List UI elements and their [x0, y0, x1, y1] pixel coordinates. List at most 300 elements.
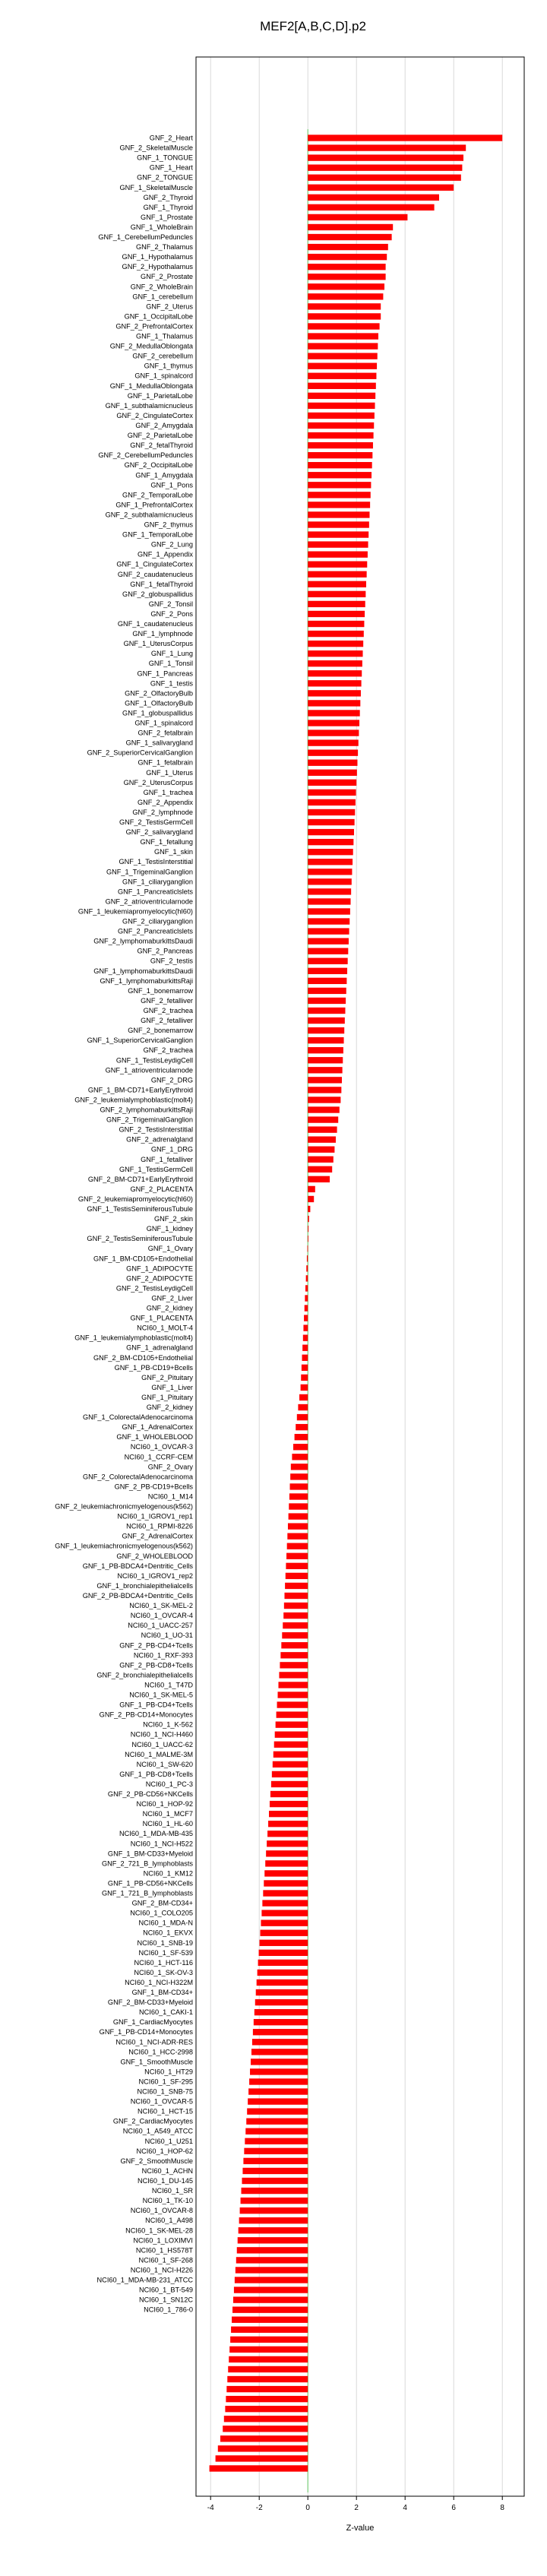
category-label: GNF_2_PB-CD4+Tcells: [119, 1641, 193, 1650]
bar: [308, 750, 358, 756]
bar: [308, 244, 388, 250]
bar: [308, 531, 368, 537]
category-label: GNF_1_Uterus: [146, 768, 193, 777]
bar: [303, 1335, 308, 1341]
category-label: NCI60_1_U251: [144, 2137, 193, 2145]
category-label: NCI60_1_SK-MEL-28: [125, 2226, 193, 2235]
category-label: GNF_2_BM-CD33+Myeloid: [107, 1998, 193, 2007]
bar: [284, 1593, 308, 1599]
bar: [308, 432, 373, 438]
category-label: GNF_1_Thyroid: [143, 203, 193, 211]
bar: [308, 1216, 309, 1222]
bar: [286, 1553, 308, 1559]
bar: [286, 1573, 308, 1579]
category-label: GNF_2_SmoothMuscle: [120, 2157, 193, 2165]
bar: [308, 680, 361, 686]
category-label: GNF_1_cerebellum: [132, 293, 193, 301]
category-label: GNF_1_leukemiachronicmyelogenous(k562): [55, 1542, 193, 1550]
bar: [270, 1791, 308, 1797]
bar: [252, 2039, 308, 2045]
bar: [308, 1196, 314, 1202]
bar: [241, 2198, 308, 2204]
bar: [306, 1275, 308, 1281]
category-label: GNF_2_DRG: [150, 1076, 193, 1084]
bar: [261, 1910, 308, 1916]
bar: [306, 1265, 308, 1271]
bar: [255, 2009, 308, 2015]
category-label: GNF_2_UterusCorpus: [123, 778, 193, 786]
category-label: GNF_2_BM-CD34+: [131, 1899, 193, 1907]
category-label: NCI60_1_CCRF-CEM: [124, 1453, 193, 1461]
bar: [308, 650, 362, 657]
bar: [216, 2455, 308, 2461]
category-label: GNF_1_TemporalLobe: [122, 530, 193, 539]
bar: [301, 1375, 308, 1381]
x-tick-label: 6: [451, 2504, 456, 2512]
category-label: NCI60_1_SF-539: [138, 1948, 193, 1957]
bar: [297, 1414, 308, 1420]
bar: [308, 780, 356, 786]
category-label: GNF_2_salivarygland: [125, 828, 193, 837]
bar: [308, 482, 371, 488]
category-label: GNF_2_Pons: [150, 609, 193, 618]
bar: [308, 1087, 341, 1093]
bar: [271, 1781, 308, 1787]
bar: [287, 1533, 308, 1540]
bar: [210, 2465, 308, 2471]
bar: [308, 264, 385, 270]
category-label: NCI60_1_IGROV1_rep1: [117, 1512, 193, 1521]
category-label: GNF_1_BM-CD33+Myeloid: [107, 1850, 193, 1858]
category-label: GNF_2_Appendix: [137, 798, 193, 806]
bar: [308, 859, 353, 865]
bar: [290, 1473, 308, 1479]
category-label: NCI60_1_EKVX: [143, 1929, 193, 1937]
category-label: GNF_1_721_B_lymphoblasts: [101, 1889, 193, 1897]
category-label: GNF_2_Pancreas: [137, 947, 193, 955]
category-label: GNF_2_Liver: [151, 1294, 193, 1302]
category-label: GNF_2_OlfactoryBulb: [125, 689, 193, 698]
bar: [308, 958, 347, 964]
bar: [239, 2217, 308, 2223]
category-label: NCI60_1_MDA-N: [138, 1919, 193, 1927]
category-label: GNF_2_PrefrontalCortex: [115, 322, 193, 331]
category-label: GNF_2_lymphomaburkittsDaudi: [93, 937, 193, 945]
bar: [308, 948, 348, 954]
bar: [242, 2188, 308, 2194]
bar: [308, 591, 365, 597]
x-tick-label: -2: [255, 2504, 263, 2512]
category-label: GNF_1_BM-CD105+Endothelial: [93, 1255, 193, 1263]
bar: [270, 1801, 308, 1807]
category-label: NCI60_1_HL-60: [142, 1820, 193, 1828]
bar: [289, 1493, 308, 1499]
bar: [245, 2138, 308, 2144]
category-label: NCI60_1_MDA-MB-231_ATCC: [96, 2276, 193, 2284]
category-label: GNF_1_leukemialymphoblastic(molt4): [74, 1334, 193, 1342]
x-tick-label: 0: [305, 2504, 310, 2512]
category-label: GNF_2_subthalamicnucleus: [105, 511, 193, 519]
category-label: NCI60_1_HOP-92: [136, 1800, 193, 1809]
category-label: NCI60_1_OVCAR-3: [130, 1443, 193, 1451]
category-label: GNF_2_fetalThyroid: [130, 441, 193, 450]
bar: [289, 1503, 308, 1509]
bar: [229, 2356, 308, 2362]
bar: [308, 631, 364, 637]
category-label: NCI60_1_HOP-62: [136, 2147, 193, 2155]
bar: [308, 1126, 337, 1132]
category-label: NCI60_1_KM12: [143, 1869, 193, 1878]
bar: [218, 2445, 308, 2451]
category-label: GNF_1_PB-CD8+Tcells: [119, 1770, 193, 1778]
bar: [288, 1523, 308, 1529]
category-label: GNF_2_TestisLeydigCell: [115, 1284, 193, 1293]
category-label: GNF_1_lymphnode: [132, 630, 193, 638]
bar: [275, 1732, 308, 1738]
bar: [308, 1206, 310, 1212]
bar: [264, 1880, 308, 1886]
bar: [237, 2247, 308, 2253]
category-label: GNF_1_globuspallidus: [122, 709, 193, 717]
category-label: NCI60_1_SK-MEL-2: [129, 1602, 193, 1610]
category-label: GNF_1_subthalamicnucleus: [105, 401, 193, 410]
bar: [308, 521, 369, 527]
category-label: GNF_1_lymphomaburkittsRaji: [100, 976, 193, 985]
category-label: GNF_2_WholeBrain: [130, 283, 193, 291]
x-tick-label: 8: [500, 2504, 504, 2512]
category-label: GNF_1_PrefrontalCortex: [115, 501, 193, 509]
bar: [308, 562, 367, 568]
bar: [308, 541, 368, 547]
bar: [308, 1176, 330, 1182]
category-label: GNF_1_Thalamus: [135, 332, 193, 340]
bar: [308, 393, 375, 399]
category-label: GNF_2_trachea: [143, 1046, 193, 1055]
category-label: GNF_2_Amygdala: [135, 422, 193, 429]
bar: [251, 2049, 308, 2055]
bar: [308, 373, 376, 379]
bar: [292, 1454, 308, 1460]
bar: [246, 2119, 308, 2125]
category-label: GNF_1_atrioventricularnode: [105, 1066, 193, 1074]
category-label: NCI60_1_MOLT-4: [137, 1324, 193, 1332]
bar: [308, 422, 374, 429]
bar: [267, 1831, 308, 1837]
category-label: GNF_1_skin: [153, 848, 193, 856]
category-label: GNF_2_Prostate: [141, 273, 193, 281]
bar: [302, 1345, 308, 1351]
category-label: NCI60_1_SNB-19: [137, 1938, 193, 1947]
category-label: NCI60_1_HT29: [144, 2068, 193, 2076]
bar: [308, 869, 352, 875]
category-label: GNF_1_Pancreaticlslets: [117, 888, 193, 896]
bar: [308, 195, 439, 201]
category-label: GNF_2_skin: [153, 1215, 193, 1223]
bar: [308, 1077, 342, 1083]
x-tick-label: 2: [354, 2504, 359, 2512]
category-label: GNF_1_MedullaOblongata: [109, 381, 193, 390]
category-label: NCI60_1_HS578T: [135, 2246, 193, 2255]
bar: [308, 442, 373, 448]
category-label: GNF_2_lymphnode: [132, 808, 193, 816]
bar: [308, 968, 347, 974]
category-label: NCI60_1_RXF-393: [133, 1651, 193, 1660]
category-label: GNF_2_ParietalLobe: [127, 432, 193, 440]
category-label: GNF_2_WHOLEBLOOD: [116, 1552, 193, 1560]
category-label: GNF_1_Pituitary: [141, 1393, 193, 1401]
category-label: GNF_2_kidney: [146, 1304, 193, 1312]
category-label: GNF_2_PB-CD56+NKCells: [107, 1790, 193, 1799]
bar: [305, 1305, 308, 1311]
bar: [308, 839, 353, 845]
bar: [230, 2337, 308, 2343]
x-axis-ticks: [207, 2496, 505, 2512]
bar: [308, 1057, 343, 1063]
category-label: GNF_1_AdrenalCortex: [122, 1423, 193, 1432]
bar: [280, 1652, 308, 1658]
category-label: NCI60_1_UO-31: [141, 1631, 193, 1640]
category-label: GNF_2_OccipitalLobe: [124, 461, 193, 470]
category-label: GNF_1_TrigeminalGanglion: [106, 868, 193, 876]
category-label: GNF_2_TemporalLobe: [122, 491, 193, 499]
bar: [308, 224, 393, 230]
bar: [308, 799, 356, 805]
x-tick-label: -4: [207, 2504, 214, 2512]
category-label: GNF_2_TrigeminalGanglion: [106, 1116, 193, 1124]
bar: [308, 819, 354, 825]
category-label: GNF_1_WholeBrain: [130, 223, 193, 231]
bar: [308, 700, 360, 706]
category-label: GNF_2_BM-CD105+Endothelial: [93, 1353, 193, 1362]
bar: [308, 1037, 343, 1043]
bar: [308, 214, 407, 220]
chart-title: MEF2[A,B,C,D].p2: [260, 19, 366, 33]
category-label: NCI60_1_SN12C: [139, 2296, 193, 2304]
category-label: GNF_2_MedullaOblongata: [109, 342, 193, 350]
bar: [261, 1920, 308, 1926]
bar: [308, 621, 364, 627]
category-label: NCI60_1_OVCAR-5: [130, 2097, 193, 2106]
category-label: GNF_2_SuperiorCervicalGanglion: [87, 748, 193, 757]
category-label: GNF_1_SuperiorCervicalGanglion: [87, 1036, 193, 1045]
bar: [242, 2168, 308, 2174]
category-label: GNF_2_lymphomaburkittsRaji: [100, 1106, 193, 1114]
category-label: GNF_1_SmoothMuscle: [120, 2058, 193, 2066]
bar: [248, 2088, 308, 2094]
bar: [263, 1890, 308, 1896]
category-label: GNF_1_fetalbrain: [138, 758, 193, 767]
category-label: NCI60_1_OVCAR-8: [130, 2207, 193, 2215]
category-label: NCI60_1_NCI-H226: [130, 2266, 193, 2274]
category-label: GNF_2_Thalamus: [135, 243, 193, 252]
category-label: GNF_2_ciliaryganglion: [122, 917, 193, 926]
bar: [308, 829, 354, 835]
bar: [251, 2059, 308, 2065]
bar: [308, 303, 381, 309]
bar: [269, 1811, 308, 1817]
category-label: NCI60_1_SNB-75: [137, 2087, 193, 2096]
category-label: GNF_1_testis: [150, 679, 193, 688]
bar: [308, 720, 359, 726]
category-label: GNF_2_PB-CD8+Tcells: [119, 1661, 193, 1669]
bar: [280, 1662, 308, 1668]
bar: [308, 413, 375, 419]
bar: [308, 770, 357, 776]
bar: [308, 809, 355, 815]
category-label: GNF_1_BM-CD34+: [131, 1989, 193, 1997]
category-label: GNF_1_PB-CD4+Tcells: [119, 1701, 193, 1709]
bar: [308, 502, 370, 508]
category-label: NCI60_1_MCF7: [142, 1810, 193, 1818]
bar: [249, 2078, 308, 2084]
bar: [247, 2108, 308, 2114]
category-label: GNF_1_trachea: [143, 788, 193, 796]
category-label: GNF_2_Tonsil: [148, 600, 193, 608]
category-label: GNF_1_Lung: [150, 650, 193, 658]
category-label: GNF_2_fetalliver: [141, 1017, 193, 1025]
bar: [278, 1682, 308, 1688]
bar: [308, 175, 461, 181]
category-label: GNF_2_ADIPOCYTE: [126, 1274, 193, 1283]
bar: [236, 2257, 308, 2263]
category-label: GNF_2_thymus: [144, 521, 193, 529]
category-label: GNF_1_OccipitalLobe: [124, 312, 193, 321]
bar: [257, 1979, 308, 1986]
bar: [236, 2267, 308, 2273]
bar: [308, 1116, 338, 1122]
category-label: NCI60_1_786-0: [144, 2305, 193, 2314]
category-label: GNF_1_CerebellumPeduncles: [98, 233, 193, 242]
category-label: GNF_2_Uterus: [146, 302, 193, 311]
bar: [262, 1900, 308, 1906]
category-label: GNF_2_bonemarrow: [128, 1027, 193, 1035]
category-label: NCI60_1_NCI-H322M: [125, 1978, 193, 1986]
category-label: GNF_1_Appendix: [137, 550, 193, 559]
bar: [308, 710, 359, 716]
category-label: GNF_2_TestisSeminiferousTubule: [87, 1235, 193, 1243]
bar: [308, 1017, 345, 1024]
bar: [308, 144, 466, 150]
bar: [289, 1513, 308, 1519]
category-label: GNF_2_globuspallidus: [122, 590, 193, 598]
category-label: GNF_1_adrenalgland: [126, 1343, 193, 1352]
category-label: NCI60_1_UACC-62: [131, 1740, 193, 1748]
bar: [308, 790, 356, 796]
bar: [308, 363, 377, 369]
category-label: GNF_1_Heart: [149, 163, 193, 172]
category-label: GNF_1_fetallung: [140, 838, 193, 847]
category-label: GNF_1_CardiacMyocytes: [112, 2018, 193, 2027]
category-label: GNF_1_DRG: [150, 1145, 193, 1154]
category-label: GNF_2_721_B_lymphoblasts: [101, 1859, 193, 1868]
category-label: GNF_1_bonemarrow: [128, 986, 193, 995]
bar: [308, 670, 362, 676]
category-label: GNF_1_ColorectalAdenocarcinoma: [82, 1413, 193, 1422]
bar: [308, 571, 366, 578]
bar: [305, 1285, 308, 1291]
category-label: GNF_2_CerebellumPeduncles: [98, 451, 193, 460]
category-label: GNF_2_bronchialepithelialcells: [96, 1671, 193, 1679]
bar: [308, 452, 372, 458]
category-label: NCI60_1_K-562: [143, 1720, 193, 1729]
bar: [272, 1771, 308, 1777]
bar: [304, 1315, 308, 1321]
category-label: GNF_2_Ovary: [147, 1463, 193, 1471]
category-label: NCI60_1_BT-549: [139, 2286, 193, 2294]
category-label: GNF_2_testis: [150, 957, 193, 965]
bar: [274, 1742, 308, 1748]
bar: [227, 2376, 308, 2382]
bar: [225, 2406, 308, 2412]
bar: [233, 2296, 308, 2302]
bar: [260, 1930, 308, 1936]
bar: [308, 918, 349, 924]
bar: [308, 938, 349, 944]
bar: [277, 1711, 308, 1717]
category-label: GNF_1_fetalliver: [141, 1155, 193, 1163]
bar: [240, 2207, 308, 2214]
bar: [295, 1434, 308, 1440]
category-label: NCI60_1_HCC-2998: [128, 2048, 193, 2056]
category-label: NCI60_1_IGROV1_rep2: [117, 1571, 193, 1580]
bar: [253, 2029, 308, 2035]
category-label: NCI60_1_T47D: [144, 1681, 193, 1689]
bar: [243, 2158, 308, 2164]
category-label: NCI60_1_SF-295: [138, 2078, 193, 2086]
bar: [308, 660, 362, 666]
bar: [224, 2416, 308, 2422]
bar: [298, 1404, 308, 1410]
category-label: GNF_2_AdrenalCortex: [122, 1532, 193, 1540]
category-label: GNF_1_Hypothalamus: [122, 253, 193, 261]
category-label: GNF_1_TestisSeminiferousTubule: [87, 1205, 193, 1214]
bar: [299, 1394, 308, 1400]
category-label: NCI60_1_NCI-H460: [130, 1730, 193, 1739]
category-label: GNF_1_ADIPOCYTE: [126, 1264, 193, 1273]
category-label: GNF_1_spinalcord: [134, 372, 193, 380]
bar: [229, 2347, 308, 2353]
bar: [308, 353, 378, 359]
bar: [308, 254, 387, 260]
bar: [308, 462, 372, 468]
category-label: NCI60_1_A498: [145, 2217, 193, 2225]
category-label: GNF_1_caudatenucleus: [117, 620, 193, 628]
bar: [308, 888, 351, 894]
bar: [254, 2019, 308, 2025]
category-label: NCI60_1_DU-145: [137, 2177, 193, 2185]
category-label: NCI60_1_SF-268: [138, 2256, 193, 2264]
bar: [239, 2227, 308, 2233]
category-label: NCI60_1_SK-OV-3: [134, 1968, 193, 1976]
bar: [293, 1444, 308, 1450]
x-tick-label: 4: [403, 2504, 407, 2512]
category-label: GNF_1_kidney: [146, 1225, 193, 1233]
category-label: GNF_2_cerebellum: [132, 352, 193, 360]
bar: [248, 2098, 308, 2104]
bar: [226, 2396, 308, 2402]
bar: [308, 898, 350, 904]
bar: [308, 988, 346, 994]
category-label: GNF_2_trachea: [143, 1007, 193, 1014]
category-label: GNF_1_PB-CD14+Monocytes: [99, 2028, 193, 2036]
bar: [303, 1324, 308, 1331]
category-label: GNF_1_PB-BDCA4+Dentritic_Cells: [82, 1562, 193, 1570]
category-label: GNF_1_thymus: [144, 362, 193, 370]
category-label: GNF_1_TestisInterstitial: [119, 858, 193, 866]
bar: [285, 1583, 308, 1589]
category-label: GNF_1_bronchialepithelialcells: [96, 1581, 193, 1590]
bar: [308, 581, 366, 587]
